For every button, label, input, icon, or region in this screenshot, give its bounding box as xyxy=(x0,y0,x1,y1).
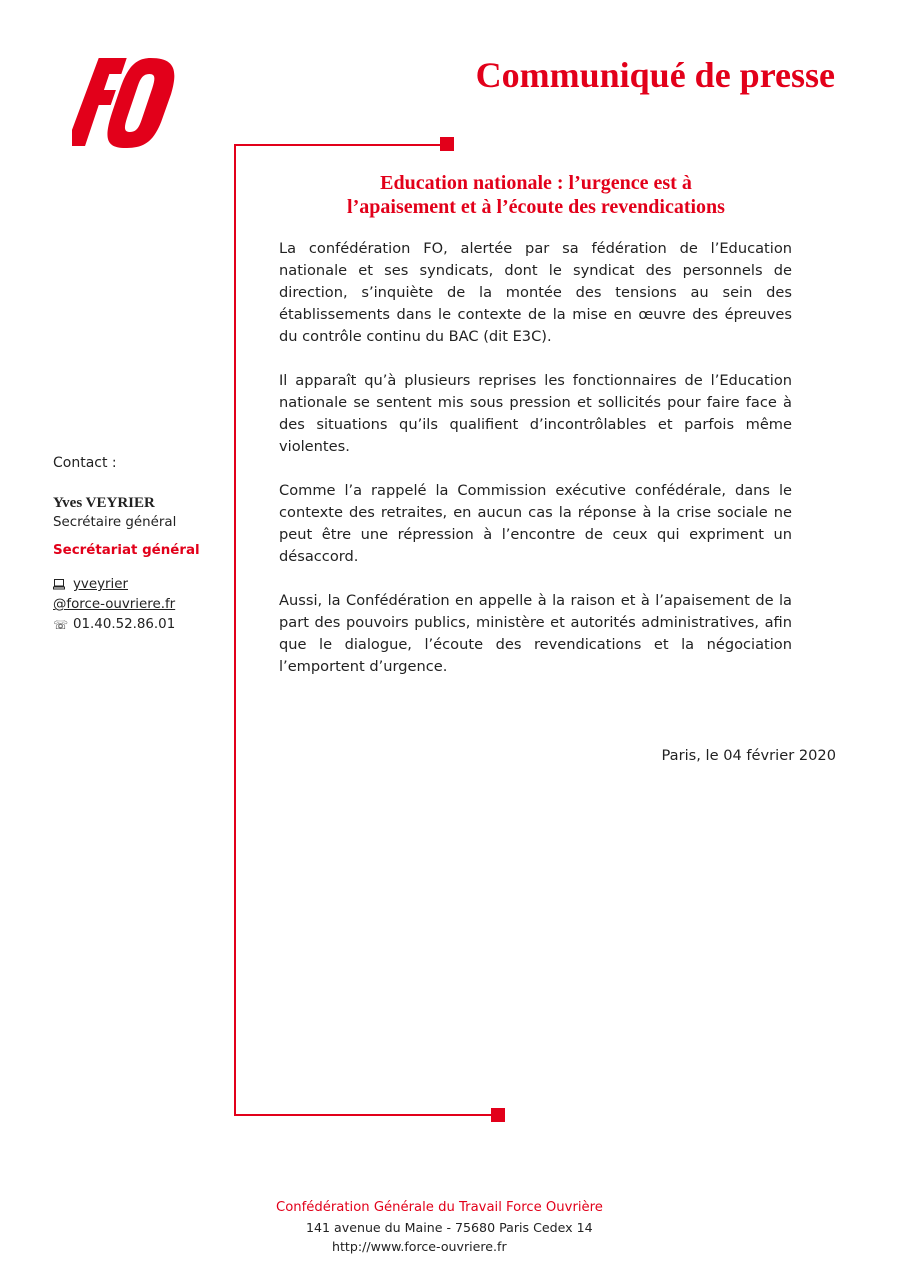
phone-row xyxy=(53,615,223,635)
dateline: Paris, le 04 février 2020 xyxy=(661,747,836,764)
body-paragraph: Il apparaît qu’à plusieurs reprises les fonctionnaires de l’Education nationale se sentent mis sous pression et sollicités pour faire face à des situations qu’ils qualifient d’incontrôlables et parfois même violentes. xyxy=(279,372,792,455)
frame-top-line xyxy=(234,144,444,146)
article-headline xyxy=(260,171,812,219)
contact-label: Contact : xyxy=(53,455,117,471)
frame-top-square xyxy=(440,137,454,151)
body-paragraph: Aussi, la Confédération en appelle à la raison et à l’apaisement de la part des pouvoirs publics, ministère et autorités administratives, afin que le dialogue, l’écoute des revendications et la négociation l’emportent d’urgence. xyxy=(279,592,792,675)
contact-sidebar xyxy=(53,453,223,635)
contact-role: Secrétaire général xyxy=(53,515,177,530)
footer-address: 141 avenue du Maine - 75680 Paris Cedex 14 xyxy=(306,1220,593,1235)
fo-logo-mark xyxy=(72,52,182,152)
telephone-icon: ☏ xyxy=(53,618,69,632)
computer-icon xyxy=(53,578,67,593)
contact-name: Yves VEYRIER xyxy=(53,495,155,511)
body-paragraph: La confédération FO, alertée par sa fédération de l’Education nationale et ses syndicats, dont le syndicat des personnels de direction, s’inquiète de la montée des tensions au sein des établissements dans le contexte de la mise en œuvre des épreuves du contrôle continu du BAC (dit E3C). xyxy=(279,240,792,345)
footer-url[interactable]: http://www.force-ouvriere.fr xyxy=(332,1239,507,1254)
press-release-title: Communiqué de presse xyxy=(475,55,835,95)
body-paragraph: Comme l’a rappelé la Commission exécutive confédérale, dans le contexte des retraites, en aucun cas la réponse à la crise sociale ne peut être une répression à l’encontre de ceux qui expriment un désaccord. xyxy=(279,482,792,565)
secretariat-label: Secrétariat général xyxy=(53,543,200,558)
headline-line-1: Education nationale : l’urgence est à xyxy=(380,172,692,194)
frame-bottom-line xyxy=(234,1114,494,1116)
email-row xyxy=(53,575,223,595)
frame-left-line xyxy=(234,144,236,1116)
fo-logo xyxy=(72,52,182,152)
headline-line-2: l’apaisement et à l’écoute des revendications xyxy=(347,196,725,218)
frame-bottom-square xyxy=(491,1108,505,1122)
email-link-part2[interactable]: @force-ouvriere.fr xyxy=(53,597,176,612)
phone-number: 01.40.52.86.01 xyxy=(73,617,176,632)
article-body xyxy=(279,238,792,700)
email-link-part1[interactable]: yveyrier xyxy=(73,577,128,592)
footer-organization: Confédération Générale du Travail Force Ouvrière xyxy=(276,1200,603,1215)
